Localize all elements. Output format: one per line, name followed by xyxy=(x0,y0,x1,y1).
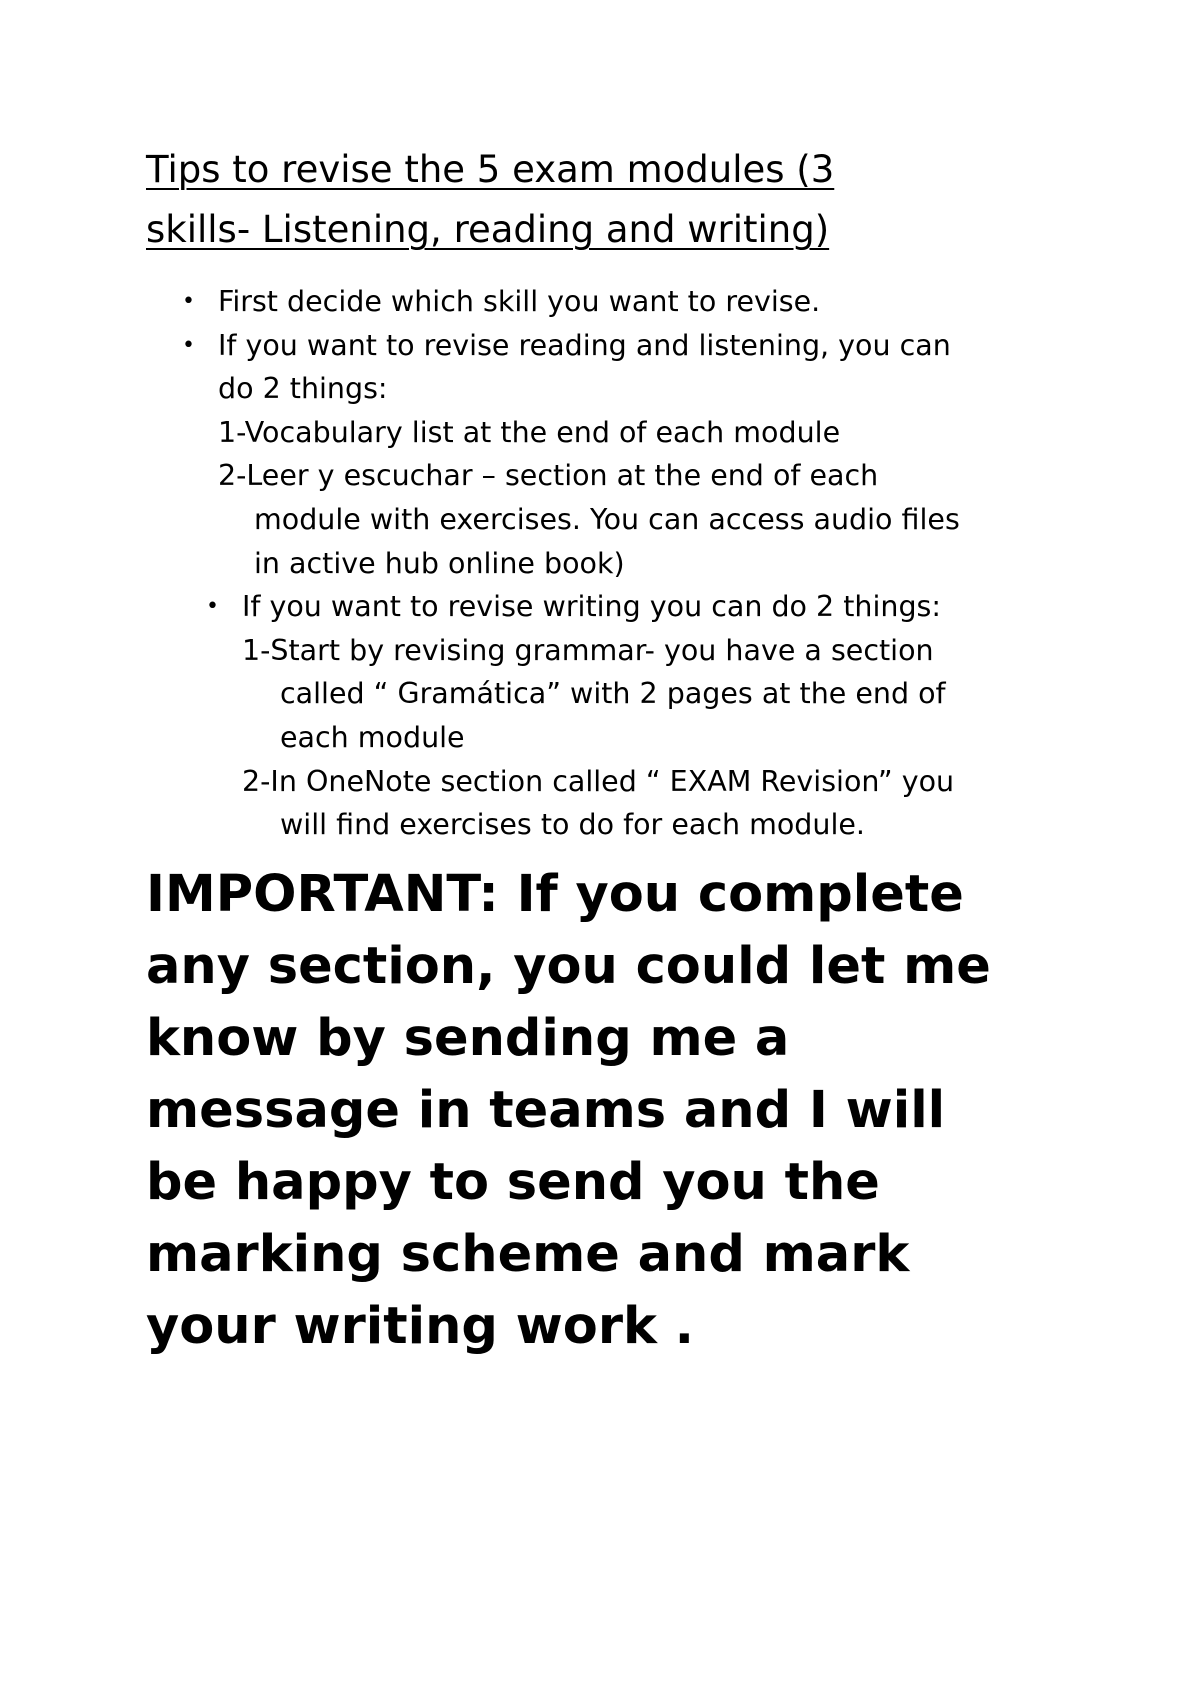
list-item-text: If you want to revise reading and listening, you can xyxy=(218,328,951,362)
writing-list xyxy=(146,585,1076,847)
reading-listening-list xyxy=(146,280,1076,585)
sub-item-continuation: will find exercises to do for each module. xyxy=(280,808,865,842)
sub-item: 2-Leer y escuchar – section at the end of each xyxy=(218,459,879,493)
bullet-icon: • xyxy=(182,332,195,358)
important-line: marking scheme and mark xyxy=(146,1224,910,1284)
important-line: IMPORTANT: If you complete xyxy=(146,864,964,924)
bullet-icon: • xyxy=(182,289,195,314)
list-item-text: First decide which skill you want to revise. xyxy=(218,285,821,318)
important-notice xyxy=(146,859,1076,1363)
page-title xyxy=(146,140,1076,260)
important-line: any section, you could let me xyxy=(146,936,991,996)
sub-item-continuation: module with exercises. You can access audio files xyxy=(254,502,960,536)
sub-item-continuation: called “ Gramática” with 2 pages at the end of xyxy=(280,677,946,711)
document-page xyxy=(146,140,1076,1363)
bullet-icon: • xyxy=(206,594,219,620)
sub-item: 1-Start by revising grammar- you have a section xyxy=(242,633,934,667)
sub-item: 2-In OneNote section called “ EXAM Revision” you xyxy=(242,764,955,798)
title-line-2: skills- Listening, reading and writing) xyxy=(146,208,830,251)
important-line: be happy to send you the xyxy=(146,1152,880,1212)
list-item xyxy=(146,585,1076,629)
list-item-continuation: do 2 things: xyxy=(218,372,388,406)
sub-item: 1-Vocabulary list at the end of each module xyxy=(218,415,841,449)
list-item xyxy=(146,280,1076,324)
sub-item-continuation: in active hub online book) xyxy=(254,546,625,580)
list-item-text: If you want to revise writing you can do 2 things: xyxy=(242,590,941,624)
title-line-1: Tips to revise the 5 exam modules (3 xyxy=(146,148,835,191)
sub-item-continuation: each module xyxy=(280,720,465,754)
important-line: know by sending me a xyxy=(146,1008,790,1068)
list-item xyxy=(146,324,1076,368)
important-line: your writing work . xyxy=(146,1296,695,1356)
important-line: message in teams and I will xyxy=(146,1080,946,1140)
